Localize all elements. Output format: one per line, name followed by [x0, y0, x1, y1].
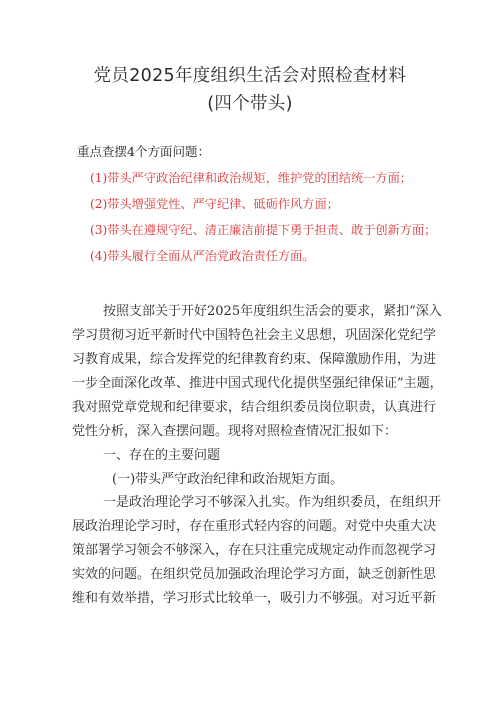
body-line: 一步全面深化改革、推进中国式现代化提供坚强纪律保证”主题， [72, 376, 443, 391]
body-line: 党性分析，深入查摆问题。现将对照检查情况汇报如下： [72, 424, 398, 439]
body-line: 维和有效举措，学习形式比较单一，吸引力不够强。对习近平新 [72, 591, 437, 606]
document-subtitle: (四个带头) [207, 94, 293, 114]
body-line: 习教育成果，综合发挥党的纪律教育约束、保障激励作用，为进 [72, 352, 437, 367]
document-title: 党员2025年度组织生活会对照检查材料 [93, 66, 407, 86]
body-line: 策部署学习领会不够深入，存在只注重完成规定动作而忽视学习 [72, 543, 437, 558]
body-line: 按照支部关于开好2025年度组织生活会的要求，紧扣“深入 [103, 304, 442, 319]
body-line: 实效的问题。在组织党员加强政治理论学习方面，缺乏创新性思 [72, 567, 437, 582]
body-line: 学习贯彻习近平新时代中国特色社会主义思想，巩固深化党纪学 [72, 328, 437, 343]
focus-item: (1)带头严守政治纪律和政治规矩，维护党的团结统一方面； [90, 171, 412, 185]
subsection-heading: (一)带头严守政治纪律和政治规矩方面。 [112, 472, 344, 487]
focus-label: 重点查摆4个方面问题： [77, 144, 210, 159]
body-line: 展政治理论学习时，存在重形式轻内容的问题。对党中央重大决 [72, 519, 437, 534]
body-line: 我对照党章党规和纪律要求，结合组织委员岗位职责，认真进行 [72, 400, 437, 415]
body-line: 一是政治理论学习不够深入扎实。作为组织委员，在组织开 [103, 495, 442, 510]
focus-item: (2)带头增强党性、严守纪律、砥砺作风方面； [90, 197, 339, 211]
focus-item: (3)带头在遵规守纪、清正廉洁前提下勇于担责、敢于创新方面； [90, 223, 437, 237]
focus-item: (4)带头履行全面从严治党政治责任方面。 [90, 249, 315, 263]
section-heading: 一、存在的主要问题 [103, 448, 221, 463]
